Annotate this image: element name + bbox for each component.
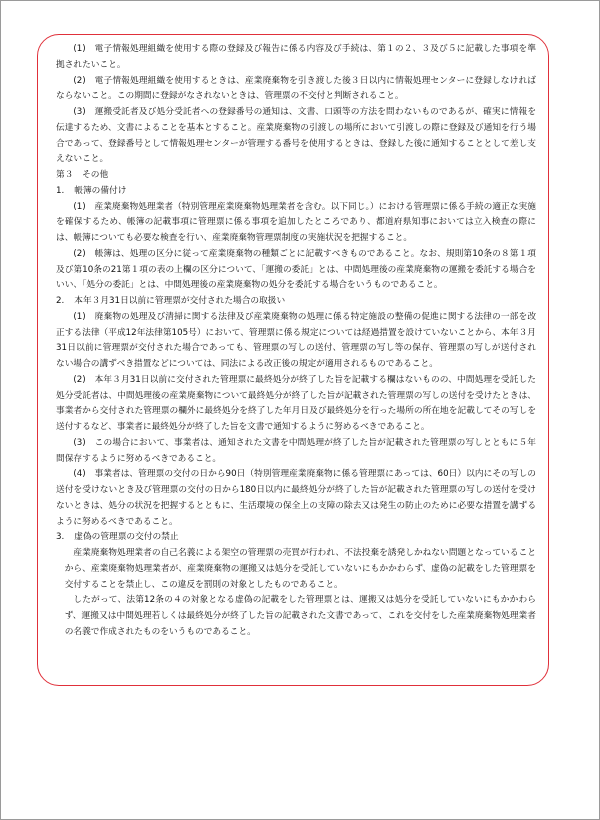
- paragraph: [56, 42, 536, 74]
- item-number: 2.: [56, 296, 65, 306]
- paragraph-text: 運搬受託者及び処分受託者への登録番号の通知は、文書、口頭等の方法を問わないものであるが、確実に情報を伝達するため、文書によることを基本とすること。産業廃棄物の引渡しの場所において引渡しの際に登録及び通知を行う場合であって、登録番号として情報処理センターが管理する番号を使用するときは、登録した後に通知することとして差し支えないこと。: [56, 107, 536, 165]
- heading-text: 帳簿の備付け: [74, 185, 127, 196]
- subsection-heading: [56, 530, 536, 546]
- paragraph-text: 帳簿は、処理の区分に従って産業廃棄物の種類ごとに記載すべきものであること。なお、規則第10条の８第１項及び第10条の21第１項の表の上欄の区分について、「運搬の委託」とは、中間処理後の産業廃棄物の運搬を委託する場合をいい、「処分の委託」とは、中間処理後の産業廃棄物の処分を委託する場合をいうものであること。: [56, 248, 536, 291]
- item-number: (1): [73, 311, 86, 322]
- heading-text: 虚偽の管理票の交付の禁止: [74, 532, 179, 543]
- heading-text: 本年３月31日以前に管理票が交付された場合の取扱い: [74, 296, 286, 306]
- item-number: (3): [73, 107, 86, 117]
- paragraph: [56, 546, 536, 593]
- item-number: (2): [73, 374, 86, 385]
- item-number: (1): [73, 44, 86, 54]
- paragraph-text: 産業廃棄物処理業者の自己名義による架空の管理票の売買が行われ、不法投棄を誘発しかねない問題となっていることから、産業廃棄物処理業者が、産業廃棄物の運搬又は処分を受託していないにもかかわらず、虚偽の記載をした管理票を交付することを禁止し、この違反を罰則の対象としたものであること。: [64, 548, 536, 590]
- item-number: 3.: [56, 532, 65, 543]
- paragraph-text: この場合において、事業者は、通知された文書を中間処理が終了した旨が記載された管理票の写しとともに５年間保存するように努めるべきであること。: [56, 437, 536, 464]
- subsection-heading: [56, 294, 536, 310]
- paragraph-text: 電子情報処理組織を使用するときは、産業廃棄物を引き渡した後３日以内に情報処理センターに登録しなければならないこと。この期間に登録がなされないときは、管理票の不交付と判断されること。: [56, 75, 536, 102]
- document-frame: [37, 34, 549, 686]
- paragraph-text: 電子情報処理組織を使用する際の登録及び報告に係る内容及び手続は、第１の２、３及び５に記載した事項を準拠されたいこと。: [56, 44, 536, 70]
- section-heading: [56, 168, 536, 184]
- item-number: (4): [73, 469, 86, 480]
- item-number: (1): [73, 201, 86, 212]
- paragraph-text: 廃棄物の処理及び清掃に関する法律及び産業廃棄物の処理に係る特定施設の整備の促進に関する法律の一部を改正する法律（平成12年法律第105号）において、管理票に係る規定については経過措置を設けていないことから、本年３月31日以前に管理票が交付された場合であっても、管理票の写しの送付、管理票の写し等の保存、管理票の写しが送付されない場合の講ずべき措置などについては、同法による改正後の規定が適用されるものであること。: [56, 311, 536, 369]
- paragraph-text: 事業者は、管理票の交付の日から90日（特別管理産業廃棄物に係る管理票にあっては、60日）以内にその写しの送付を受けないとき及び管理票の交付の日から180日以内に最終処分が終了した旨が記載された管理票の写しの送付を受けないときは、処分の状況を把握するとともに、生活環境の保全上の支障の除去又は発生の防止のために必要な措置を講ずるように努めるべきであること。: [56, 469, 536, 527]
- item-number: (2): [73, 75, 86, 86]
- subsection-heading: [56, 184, 536, 200]
- paragraph: [56, 373, 536, 436]
- paragraph-text: 本年３月31日以前に交付された管理票に最終処分が終了した旨を記載する欄はないものの、中間処理を受託した処分受託者は、中間処理後の産業廃棄物について最終処分が終了した旨が記載された管理票の写しの送付を受けたときは、事業者から交付された管理票の欄外に最終処分を終了した年月日及び最終処分を行った場所の所在地を記載してその写しを送付するなど、事業者に最終処分が終了した旨を文書で通知するように努めるべきであること。: [56, 374, 536, 432]
- paragraph-text: したがって、法第12条の４の対象となる虚偽の記載をした管理票とは、運搬又は処分を受託していないにもかかわらず、運搬又は中間処理若しくは最終処分が終了した旨の記載された文書であって、これを交付をした産業廃棄物処理業者の名義で作成されたものをいうものであること。: [64, 595, 536, 637]
- paragraph: [56, 200, 536, 247]
- heading-text: 第３ その他: [56, 170, 109, 180]
- item-number: (3): [73, 437, 86, 448]
- paragraph: [56, 310, 536, 373]
- paragraph-text: 産業廃棄物処理業者（特別管理産業廃棄物処理業者を含む。以下同じ。）における管理票に係る手続の適正な実施を確保するため、帳簿の記載事項に管理票に係る事項を追加したところであり、都道府県知事においては立入検査の際には、帳簿についても必要な検査を行い、産業廃棄物管理票制度の実施状況を把握すること。: [56, 201, 536, 243]
- paragraph: [56, 74, 536, 106]
- paragraph: [56, 436, 536, 468]
- item-number: 1.: [56, 185, 65, 196]
- paragraph: [56, 467, 536, 530]
- paragraph: [56, 593, 536, 640]
- item-number: (2): [73, 248, 86, 259]
- paragraph: [56, 247, 536, 294]
- paragraph: [56, 105, 536, 168]
